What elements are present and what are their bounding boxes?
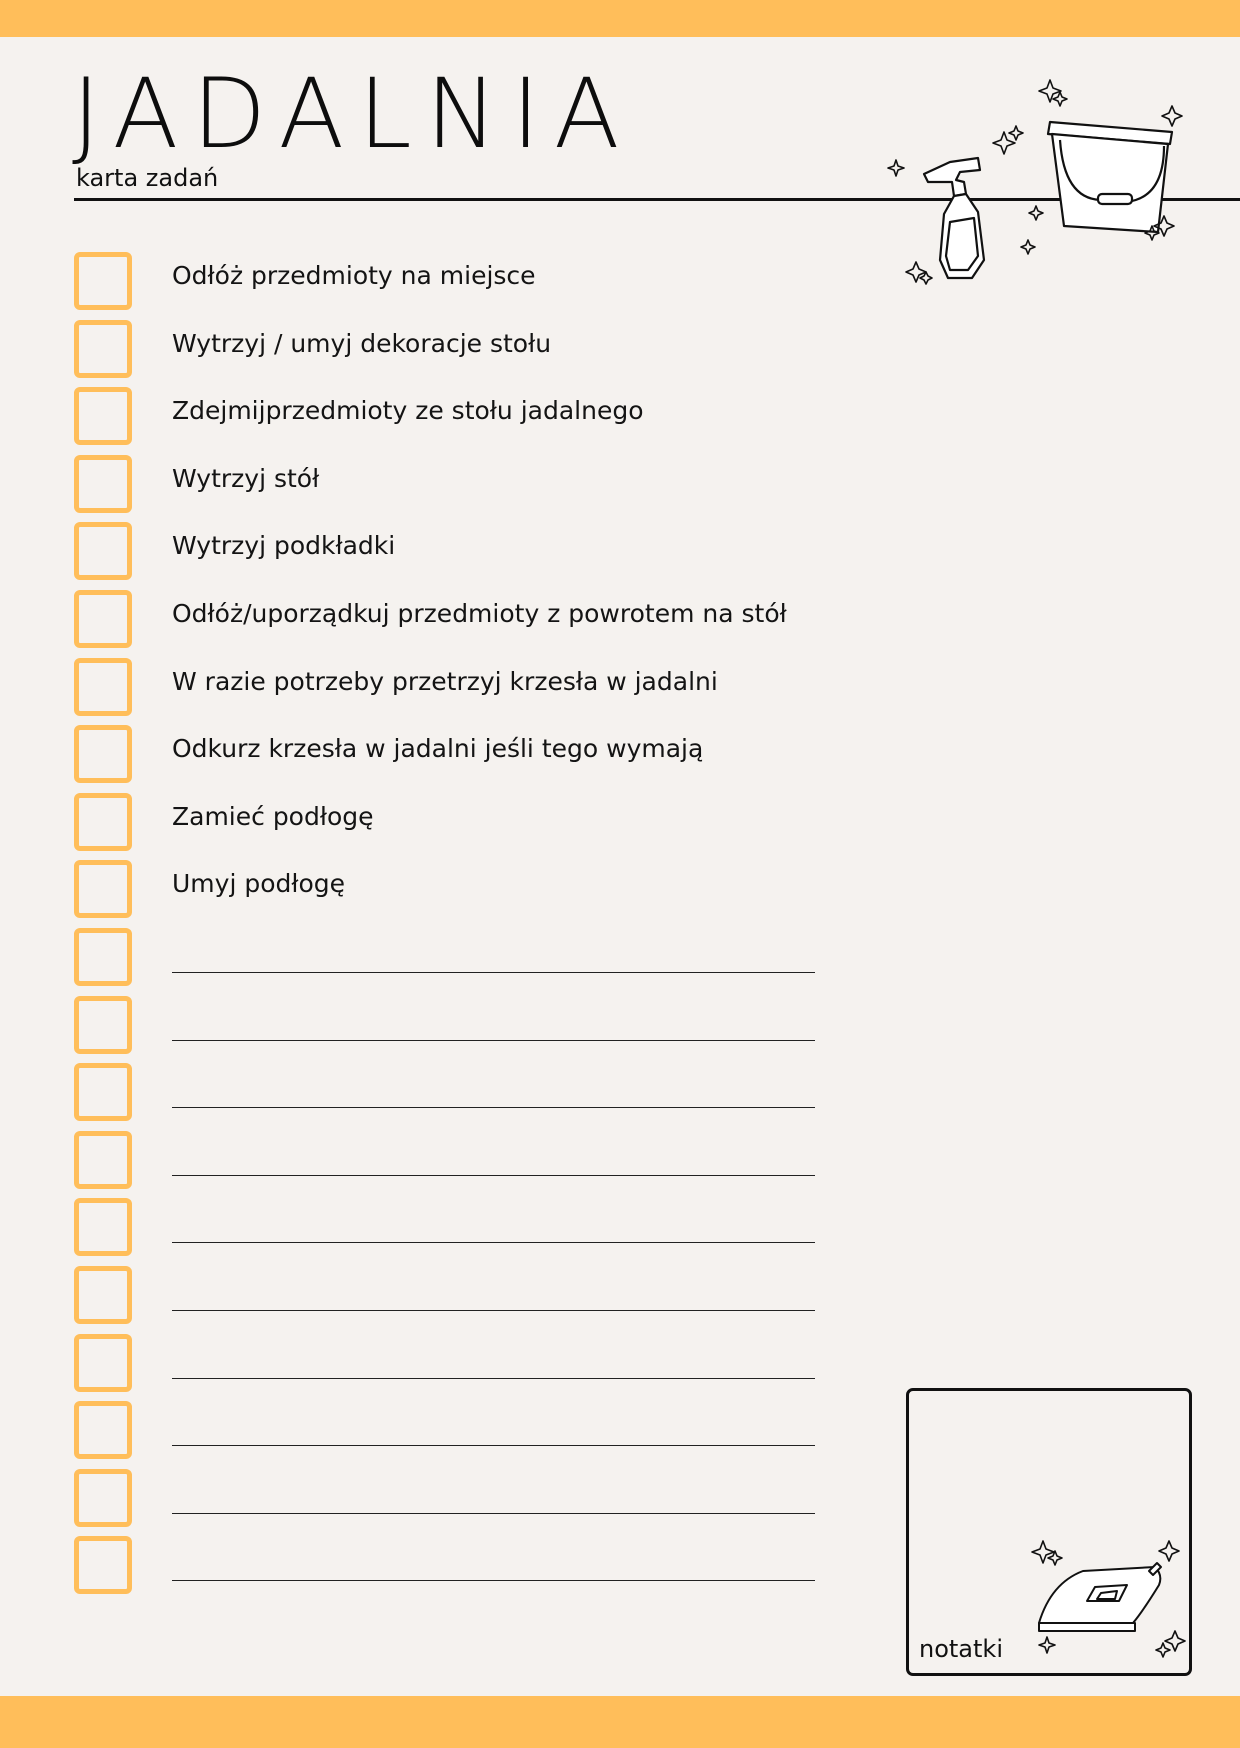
- task-checkbox[interactable]: [74, 252, 132, 310]
- write-in-line[interactable]: [172, 1107, 815, 1108]
- blank-task-row: [74, 1063, 834, 1131]
- task-list: [74, 252, 834, 1604]
- notes-box[interactable]: [906, 1388, 1192, 1676]
- task-row: [74, 455, 834, 523]
- write-in-line[interactable]: [172, 1378, 815, 1379]
- notes-label: notatki: [919, 1635, 1003, 1663]
- task-checkbox[interactable]: [74, 320, 132, 378]
- blank-task-row: [74, 996, 834, 1064]
- blank-task-row: [74, 1266, 834, 1334]
- page-title: JADALNIA: [72, 58, 634, 170]
- task-row: [74, 658, 834, 726]
- task-label: Wytrzyj / umyj dekoracje stołu: [172, 328, 552, 358]
- write-in-line[interactable]: [172, 1242, 815, 1243]
- write-in-line[interactable]: [172, 1175, 815, 1176]
- task-row: [74, 522, 834, 590]
- task-checkbox[interactable]: [74, 658, 132, 716]
- task-checkbox[interactable]: [74, 387, 132, 445]
- write-in-line[interactable]: [172, 1445, 815, 1446]
- task-checkbox[interactable]: [74, 1198, 132, 1256]
- task-checkbox[interactable]: [74, 1469, 132, 1527]
- write-in-line[interactable]: [172, 972, 815, 973]
- blank-task-row: [74, 1469, 834, 1537]
- task-checkbox[interactable]: [74, 1131, 132, 1189]
- task-checkbox[interactable]: [74, 793, 132, 851]
- task-label: Zamieć podłogę: [172, 801, 374, 831]
- task-checkbox[interactable]: [74, 1334, 132, 1392]
- task-checkbox[interactable]: [74, 455, 132, 513]
- task-label: W razie potrzeby przetrzyj krzesła w jadalni: [172, 666, 718, 696]
- task-row: [74, 725, 834, 793]
- task-label: Wytrzyj stół: [172, 463, 320, 493]
- task-label: Odłóż/uporządkuj przedmioty z powrotem na stół: [172, 598, 787, 628]
- blank-task-row: [74, 1401, 834, 1469]
- task-checkbox[interactable]: [74, 590, 132, 648]
- task-label: Odłóż przedmioty na miejsce: [172, 261, 536, 290]
- task-checkbox[interactable]: [74, 1401, 132, 1459]
- sparkle-icon: [1039, 1541, 1189, 1671]
- blank-task-row: [74, 1131, 834, 1199]
- task-checkbox[interactable]: [74, 1266, 132, 1324]
- task-row: [74, 252, 834, 320]
- blank-task-row: [74, 1536, 834, 1604]
- task-checkbox[interactable]: [74, 860, 132, 918]
- task-checkbox[interactable]: [74, 1063, 132, 1121]
- task-label: Zdejmijprzedmioty ze stołu jadalnego: [172, 396, 644, 426]
- blank-task-row: [74, 1334, 834, 1402]
- task-label: Odkurz krzesła w jadalni jeśli tego wymają: [172, 734, 704, 764]
- write-in-line[interactable]: [172, 1040, 815, 1041]
- write-in-line[interactable]: [172, 1580, 815, 1581]
- blank-task-row: [74, 1198, 834, 1266]
- task-label: Umyj podłogę: [172, 869, 346, 899]
- task-row: [74, 320, 834, 388]
- task-row: [74, 793, 834, 861]
- task-row: [74, 590, 834, 658]
- task-checkbox[interactable]: [74, 1536, 132, 1594]
- write-in-line[interactable]: [172, 1513, 815, 1514]
- blank-task-row: [74, 928, 834, 996]
- page-subtitle: karta zadań: [76, 164, 219, 192]
- task-row: [74, 387, 834, 455]
- task-checkbox[interactable]: [74, 996, 132, 1054]
- task-row: [74, 860, 834, 928]
- task-checkbox[interactable]: [74, 928, 132, 986]
- task-checkbox[interactable]: [74, 725, 132, 783]
- sparkle-icon: [880, 80, 1200, 300]
- write-in-line[interactable]: [172, 1310, 815, 1311]
- bottom-color-band: [0, 1696, 1240, 1748]
- task-label: Wytrzyj podkładki: [172, 531, 396, 561]
- task-checkbox[interactable]: [74, 522, 132, 580]
- top-color-band: [0, 0, 1240, 37]
